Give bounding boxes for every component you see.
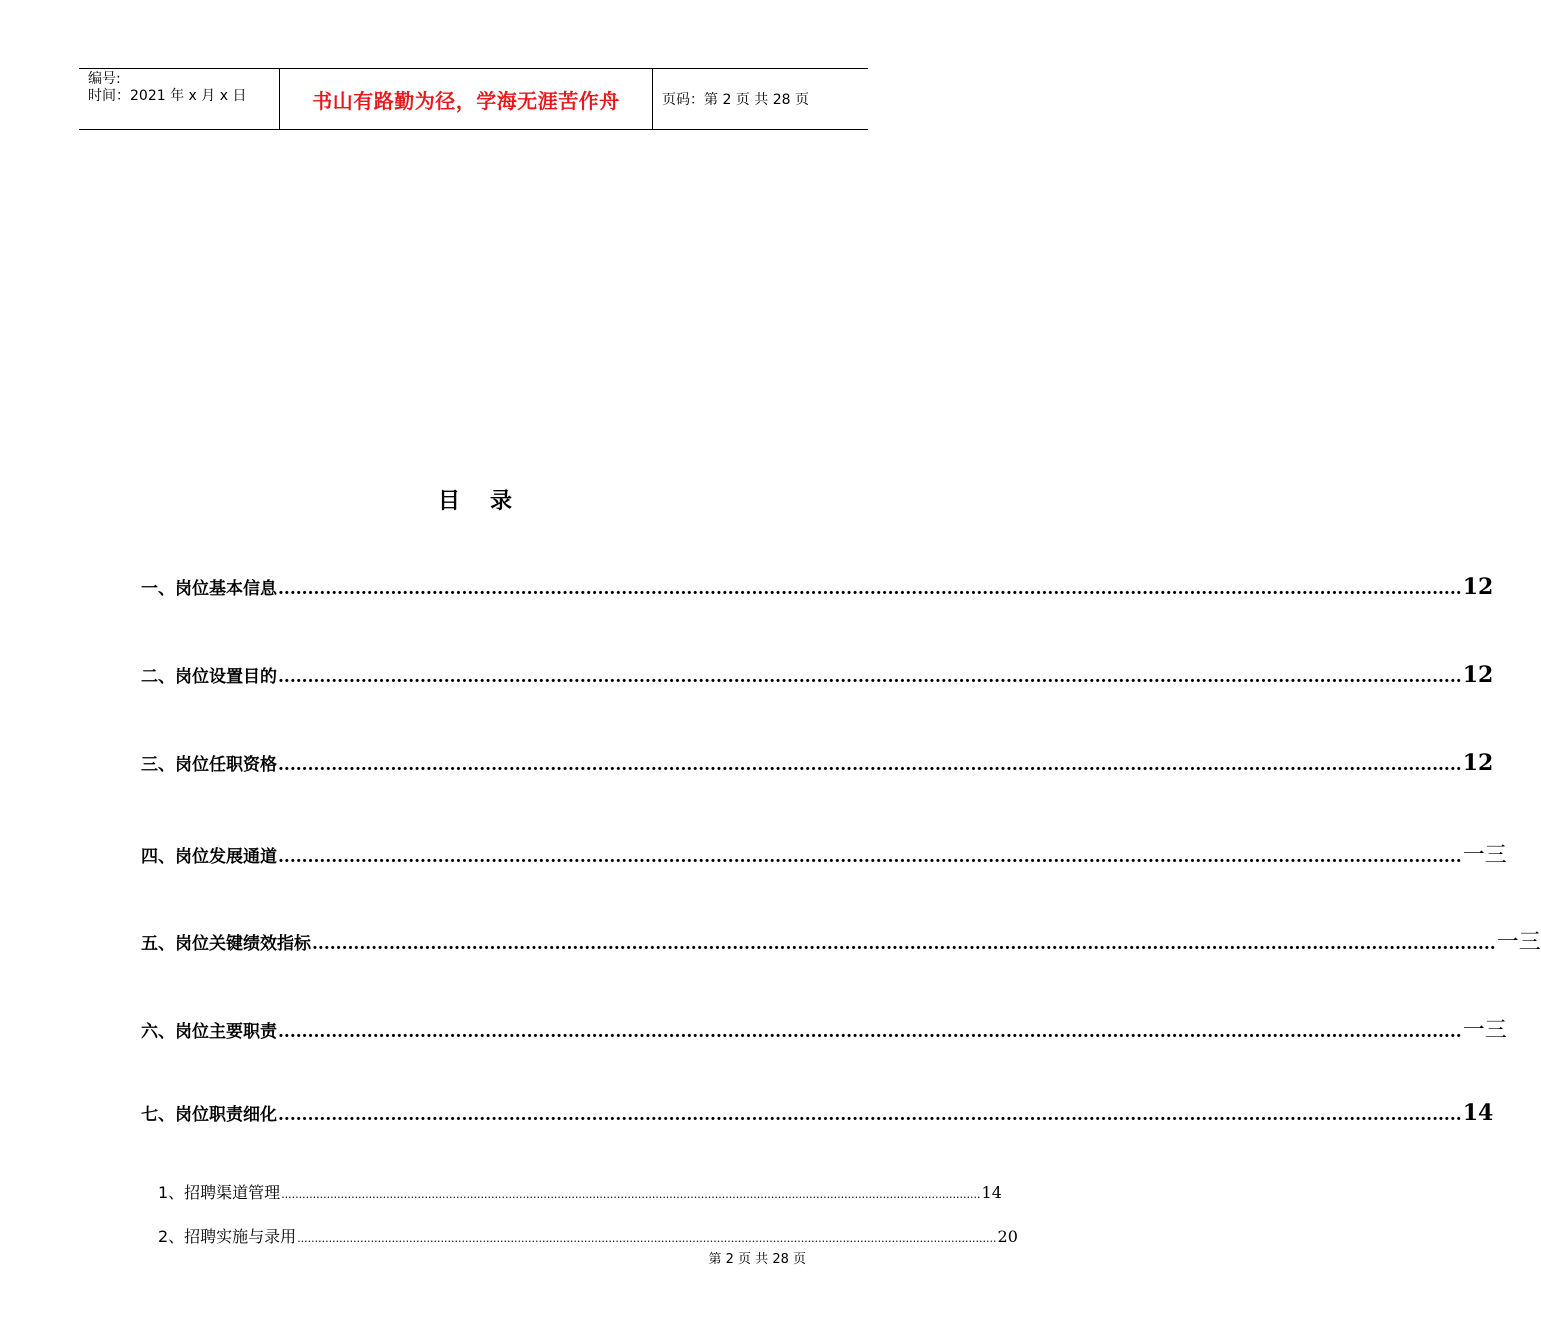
toc-leader-dots: ........................................................................................................................................................................................................ [297,1232,997,1245]
toc-entry-label: 一、岗位基本信息 [141,579,277,599]
toc-entry[interactable] [141,925,1541,956]
toc-leader-dots: ........................................................................................................................................................................................................ [278,579,1462,599]
toc-title-part2: 录 [490,489,513,514]
document-date: 时间：2021 年 x 月 x 日 [88,88,247,104]
header-middle-cell [280,69,653,129]
toc-entry-page: 一三 [1496,930,1541,955]
toc-entry-label: 七、岗位职责细化 [141,1105,277,1125]
header-motto: 书山有路勤为径，学海无涯苦作舟 [312,88,620,113]
toc-title [0,484,950,515]
toc-entry-page: 14 [1462,1100,1494,1126]
toc-sub-entry[interactable] [158,1224,1018,1247]
toc-sub-entry-page: 20 [997,1227,1018,1246]
toc-title-part1: 目 [437,489,460,514]
page-footer: 第 2 页 共 28 页 [708,1252,806,1267]
toc-sub-entry-label: 2、招聘实施与录用 [158,1227,297,1246]
toc-entry[interactable] [141,1013,1507,1044]
toc-entry-label: 五、岗位关键绩效指标 [141,934,311,954]
toc-entry[interactable] [141,750,1494,776]
document-number-label: 编号: [88,71,121,87]
toc-entry[interactable] [141,838,1507,869]
toc-leader-dots: ........................................................................................................................................................................................................ [278,1022,1462,1042]
toc-leader-dots: ........................................................................................................................................................................................................ [278,1105,1462,1125]
toc-entry-page: 12 [1462,750,1494,776]
page-header [79,68,868,130]
toc-entry[interactable] [141,1100,1494,1126]
toc-entry-page: 一三 [1462,1018,1507,1043]
toc-entry-label: 三、岗位任职资格 [141,755,277,775]
toc-sub-entry[interactable] [158,1180,1002,1203]
toc-leader-dots: ........................................................................................................................................................................................................ [312,934,1496,954]
toc-leader-dots: ........................................................................................................................................................................................................ [278,667,1462,687]
toc-entry-label: 二、岗位设置目的 [141,667,277,687]
toc-entry-label: 四、岗位发展通道 [141,847,277,867]
header-page-info: 页码：第 2 页 共 28 页 [662,92,809,108]
toc-entry-page: 12 [1462,662,1494,688]
toc-leader-dots: ........................................................................................................................................................................................................ [281,1188,981,1201]
header-right-cell [653,69,868,129]
toc-leader-dots: ........................................................................................................................................................................................................ [278,755,1462,775]
toc-entry[interactable] [141,574,1494,600]
toc-entry-label: 六、岗位主要职责 [141,1022,277,1042]
toc-sub-entry-label: 1、招聘渠道管理 [158,1183,281,1202]
toc-entry-page: 12 [1462,574,1494,600]
toc-leader-dots: ........................................................................................................................................................................................................ [278,847,1462,867]
toc-entry[interactable] [141,662,1494,688]
toc-entry-page: 一三 [1462,843,1507,868]
toc-sub-entry-page: 14 [981,1183,1002,1202]
header-left-cell [79,69,280,129]
